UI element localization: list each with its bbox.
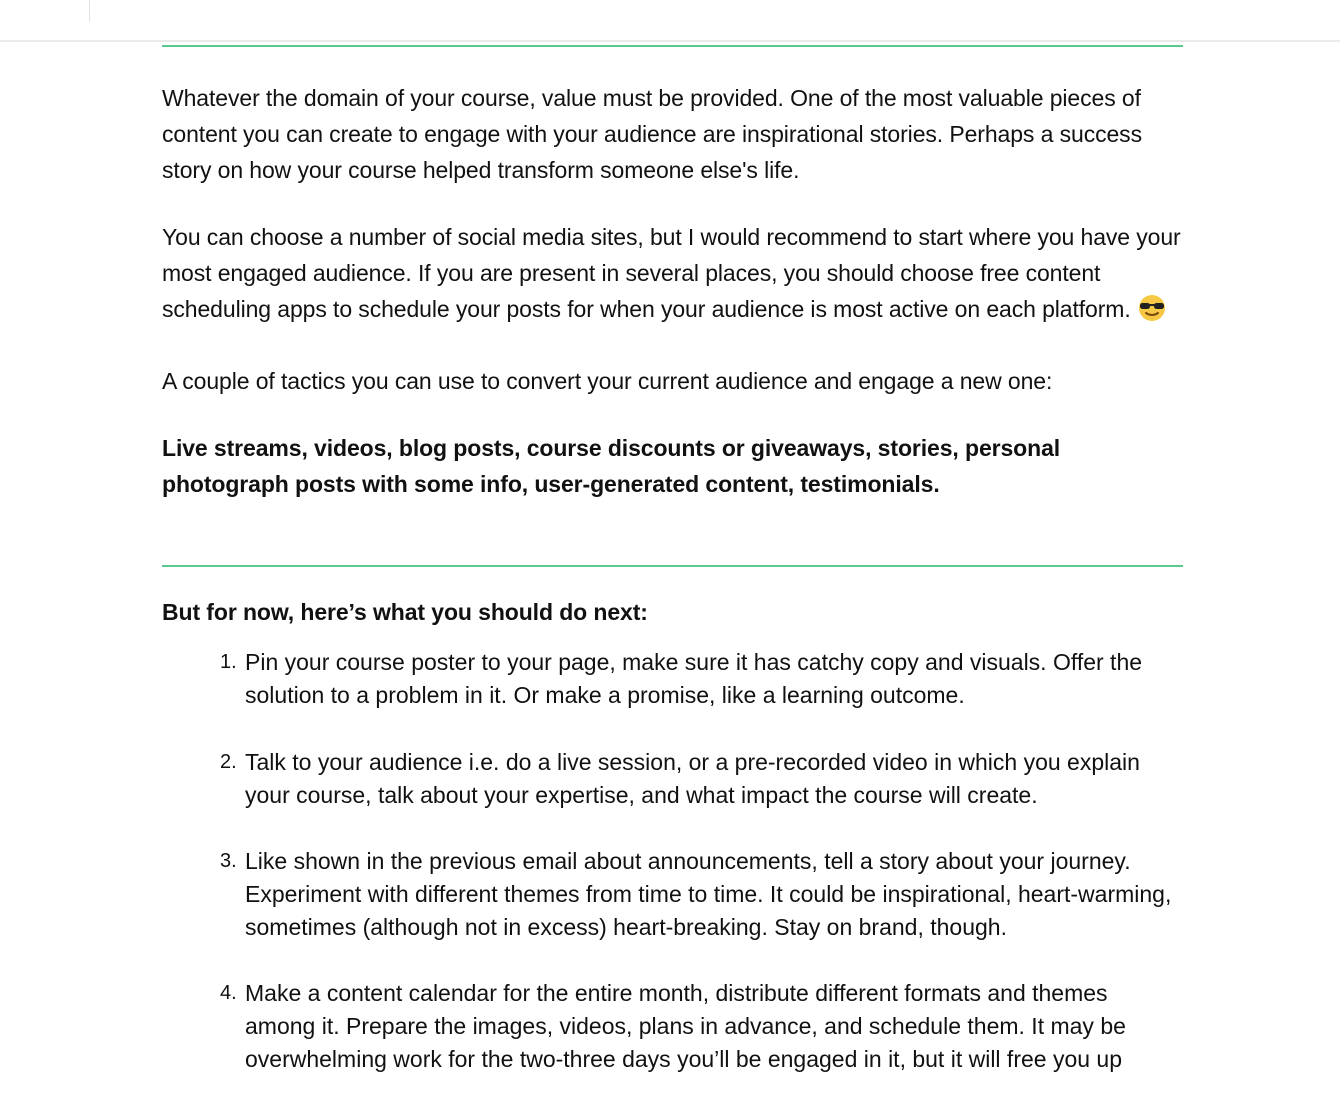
top-bar: [0, 0, 1340, 42]
list-item-text: Like shown in the previous email about announcements, tell a story about your journey. Experiment with different themes from time to time. It could be inspirational, heart-warming, sometimes (although not in excess) heart-breaking. Stay on brand, though.: [245, 848, 1172, 940]
list-item: [162, 977, 1183, 1076]
paragraph-social-media: [162, 219, 1183, 332]
list-item-number: 1.: [220, 651, 237, 673]
list-item-text: Talk to your audience i.e. do a live session, or a pre-recorded video in which you explain your course, talk about your expertise, and what impact the course will create.: [245, 749, 1140, 808]
paragraph-tactics-intro: A couple of tactics you can use to convert your current audience and engage a new one:: [162, 368, 1053, 394]
list-item: [162, 646, 1183, 712]
next-steps-list: [162, 646, 1183, 1076]
list-item-number: 4.: [220, 982, 237, 1004]
list-item: [162, 845, 1183, 944]
section-divider: [162, 45, 1183, 47]
list-item-text: Pin your course poster to your page, make sure it has catchy copy and visuals. Offer the solution to a problem in it. Or make a promise, like a learning outcome.: [245, 649, 1143, 708]
section-divider-2: [162, 565, 1183, 567]
email-content: [162, 45, 1183, 1076]
paragraph-value: Whatever the domain of your course, value must be provided. One of the most valuable pieces of content you can create to engage with your audience are inspirational stories. Perhaps a success story on how your course helped transform someone else's life.: [162, 85, 1142, 183]
paragraph-tactics-list: Live streams, videos, blog posts, course discounts or giveaways, stories, personal photograph posts with some info, user-generated content, testimonials.: [162, 435, 1061, 497]
list-item-number: 2.: [220, 751, 237, 773]
next-steps-heading: But for now, here’s what you should do next:: [162, 599, 648, 625]
paragraph-social-media-text: You can choose a number of social media sites, but I would recommend to start where you have your most engaged audience. If you are present in several places, you should choose free content scheduling apps to schedule your posts for when your audience is most active on each platform.: [162, 224, 1181, 322]
sunglasses-emoji-icon: [1137, 294, 1167, 332]
list-item-number: 3.: [220, 850, 237, 872]
list-item-text: Make a content calendar for the entire month, distribute different formats and themes among it. Prepare the images, videos, plans in advance, and schedule them. It may be overwhelming work for the two-three days you’ll be engaged in it, but it will free you up: [245, 980, 1126, 1072]
toolbar-divider: [89, 0, 90, 22]
list-item: [162, 746, 1183, 812]
